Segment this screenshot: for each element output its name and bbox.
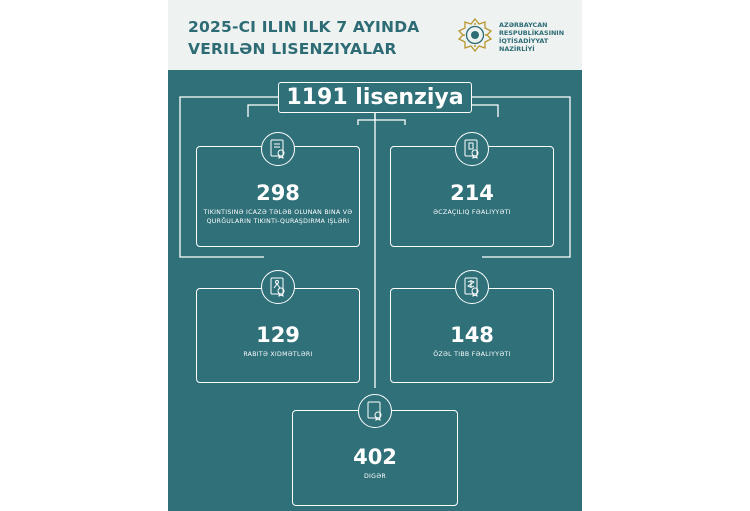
category-label: TIKINTISINƏ ICAZƏ TƏLƏB OLUNAN BINA VƏ QURĞULARIN TIKINTI-QURAŞDIRMA IŞLƏRI xyxy=(203,209,353,225)
category-value: 402 xyxy=(353,445,397,469)
category-value: 148 xyxy=(450,323,494,347)
medical-icon xyxy=(455,270,489,304)
document-icon xyxy=(358,394,392,428)
category-value: 214 xyxy=(450,181,494,205)
category-label: DIGƏR xyxy=(363,473,387,480)
title-line-2: VERILƏN LISENZIYALAR xyxy=(188,40,397,58)
communication-icon xyxy=(261,270,295,304)
category-label: ƏCZAÇILIQ FƏALIYYƏTI xyxy=(433,209,511,216)
ministry-emblem-icon xyxy=(458,18,492,52)
category-label: RABITƏ XIDMƏTLƏRI xyxy=(243,351,313,358)
ministry-line-1: AZƏRBAYCAN xyxy=(499,21,548,29)
building-permit-icon xyxy=(261,132,295,166)
ministry-line-2: RESPUBLİKASININ xyxy=(499,29,565,37)
title-line-1: 2025-CI ILIN ILK 7 AYINDA xyxy=(188,18,420,36)
category-value: 298 xyxy=(256,181,300,205)
total-licenses-box xyxy=(278,82,472,113)
header xyxy=(168,0,582,70)
ministry-line-3: İQTİSADİYYAT xyxy=(499,37,549,45)
category-value: 129 xyxy=(256,323,300,347)
ministry-line-4: NAZİRLİYİ xyxy=(499,45,535,53)
page-title xyxy=(188,16,418,60)
infographic-card xyxy=(168,0,582,511)
total-licenses-label: 1191 lisenziya xyxy=(286,85,464,110)
category-label: ÖZƏL TIBB FƏALIYYƏTI xyxy=(433,351,511,358)
ministry-name xyxy=(499,21,564,53)
license-panel xyxy=(168,70,582,511)
pharmacy-icon xyxy=(455,132,489,166)
